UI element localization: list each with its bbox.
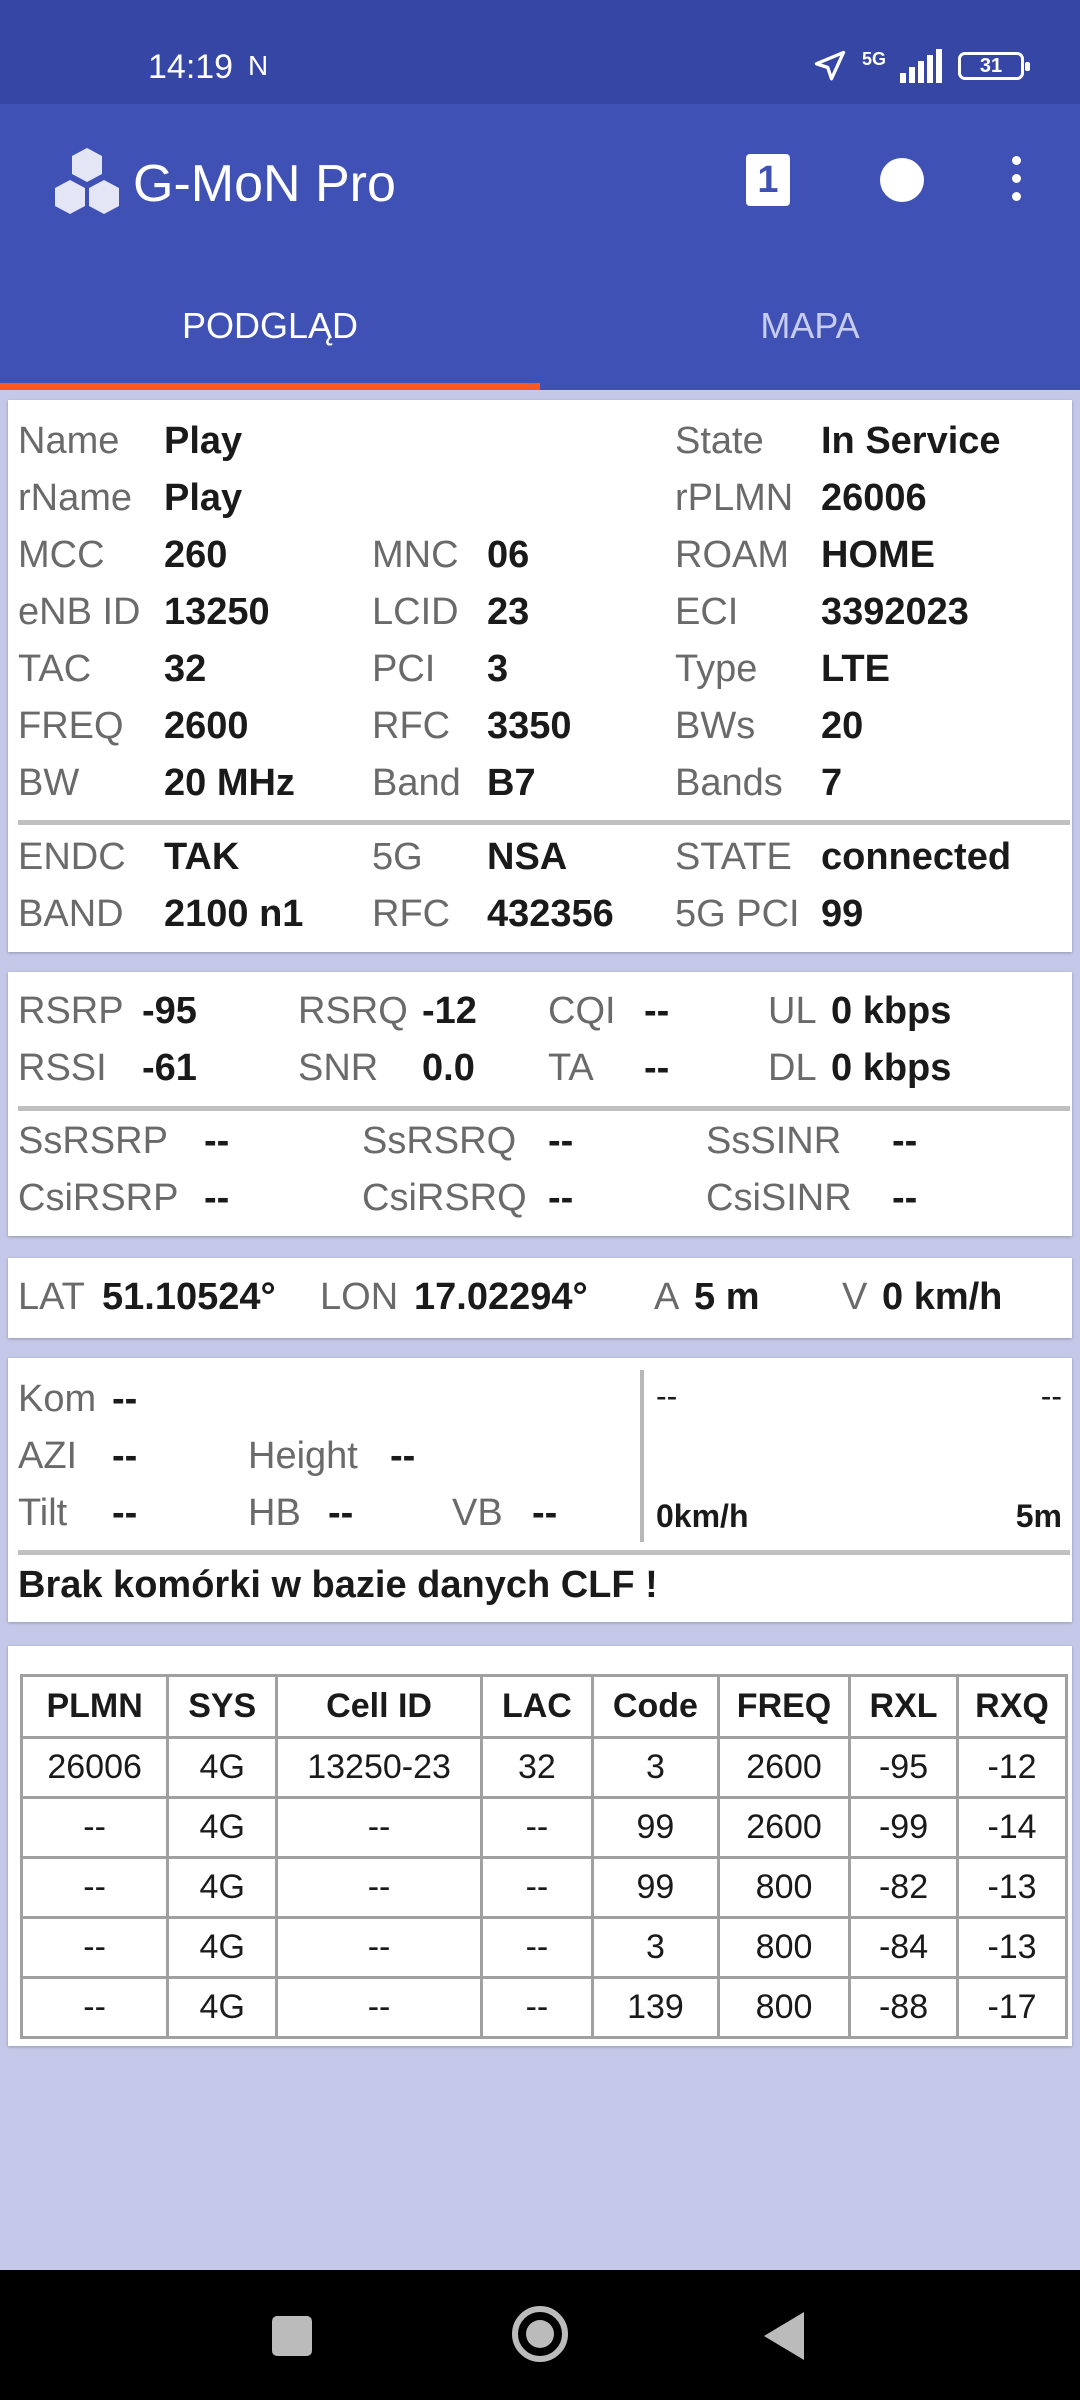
hb-label: HB [248, 1492, 301, 1534]
kom-value: -- [112, 1378, 138, 1420]
cell-plmn: 26006 [22, 1738, 168, 1798]
cell-sys: 4G [168, 1918, 277, 1978]
cell-cell-id: -- [277, 1858, 482, 1918]
cell-plmn: -- [22, 1918, 168, 1978]
mnc-label: MNC [372, 534, 459, 576]
network-type-label: 5G [861, 48, 886, 69]
freq-label: FREQ [18, 705, 124, 747]
neighbor-cells-table [20, 1674, 1068, 2039]
rname-value: Play [164, 477, 243, 519]
nr-pci-label: 5G PCI [675, 893, 800, 935]
recents-icon[interactable] [272, 2316, 312, 2356]
status-bar [0, 0, 1080, 104]
cell-cell-id: -- [277, 1978, 482, 2038]
bws-label: BWs [675, 705, 756, 747]
cell-rxl: -95 [850, 1738, 958, 1798]
sim-select-icon[interactable]: 1 [746, 154, 790, 206]
rplmn-label: rPLMN [675, 477, 794, 519]
cell-freq: 2600 [718, 1798, 849, 1858]
csisinr-label: CsiSINR [706, 1177, 852, 1219]
roam-label: ROAM [675, 534, 789, 576]
vb-value: -- [532, 1492, 558, 1534]
cell-rxq: -13 [958, 1858, 1067, 1918]
ta-label: TA [548, 1047, 594, 1089]
site-info-card [8, 1358, 1072, 1622]
eci-value: 3392023 [821, 591, 969, 633]
ta-value: -- [644, 1047, 670, 1089]
divider [18, 1106, 1070, 1111]
cell-code: 3 [592, 1918, 718, 1978]
enb-value: 13250 [164, 591, 270, 633]
cell-lac: -- [481, 1798, 592, 1858]
csirsrp-value: -- [204, 1177, 230, 1219]
cell-lac: -- [481, 1978, 592, 2038]
mcc-label: MCC [18, 534, 105, 576]
tab-map[interactable]: MAPA [760, 305, 860, 346]
rplmn-value: 26006 [821, 477, 927, 519]
vb-label: VB [452, 1492, 503, 1534]
status-time: 14:19 [148, 48, 234, 86]
cell-freq: 800 [718, 1918, 849, 1978]
bws-value: 20 [821, 705, 864, 747]
col-plmn: PLMN [22, 1676, 168, 1738]
nr-rfc-value: 432356 [487, 893, 614, 935]
endc-label: ENDC [18, 836, 126, 878]
cell-rxq: -13 [958, 1918, 1067, 1978]
enb-label: eNB ID [18, 591, 141, 633]
neighbor-cells-card [8, 1646, 1072, 2046]
record-dot-icon[interactable] [880, 158, 924, 202]
location-arrow-icon [812, 48, 848, 84]
back-icon[interactable] [764, 2312, 804, 2360]
lcid-label: LCID [372, 591, 459, 633]
col-cell-id: Cell ID [277, 1676, 482, 1738]
csirsrq-value: -- [548, 1177, 574, 1219]
type-value: LTE [821, 648, 890, 690]
bw-value: 20 MHz [164, 762, 295, 804]
mcc-value: 260 [164, 534, 228, 576]
lcid-value: 23 [487, 591, 530, 633]
cell-sys: 4G [168, 1978, 277, 2038]
cell-plmn: -- [22, 1978, 168, 2038]
tilt-label: Tilt [18, 1492, 68, 1534]
more-options-icon[interactable] [1012, 156, 1022, 202]
cell-freq: 800 [718, 1978, 849, 2038]
nr-mode-value: NSA [487, 836, 568, 878]
snr-value: 0.0 [422, 1047, 475, 1089]
table-row [22, 1798, 1067, 1858]
rsrp-label: RSRP [18, 990, 124, 1032]
cell-rxq: -12 [958, 1738, 1067, 1798]
cell-rxl: -84 [850, 1918, 958, 1978]
tab-indicator [0, 383, 540, 390]
location-card [8, 1258, 1072, 1338]
freq-value: 2600 [164, 705, 249, 747]
eci-label: ECI [675, 591, 739, 633]
table-row [22, 1858, 1067, 1918]
height-label: Height [248, 1435, 358, 1477]
rsrq-label: RSRQ [298, 990, 408, 1032]
rfc-label: RFC [372, 705, 451, 747]
rsrp-value: -95 [142, 990, 197, 1032]
lon-label: LON [320, 1276, 399, 1318]
bands-value: 7 [821, 762, 843, 804]
azi-value: -- [112, 1435, 138, 1477]
cell-cell-id: -- [277, 1918, 482, 1978]
nr-pci-value: 99 [821, 893, 864, 935]
cell-rxl: -99 [850, 1798, 958, 1858]
nfc-icon: N [248, 50, 269, 81]
band-label: Band [372, 762, 461, 804]
cell-freq: 800 [718, 1858, 849, 1918]
cell-code: 139 [592, 1978, 718, 2038]
hb-value: -- [328, 1492, 354, 1534]
cell-lac: -- [481, 1918, 592, 1978]
status-icons [812, 48, 1024, 84]
ul-value: 0 kbps [831, 990, 952, 1032]
sector-left-value: -- [656, 1378, 678, 1414]
csirsrq-label: CsiRSRQ [362, 1177, 527, 1219]
divider [18, 1550, 1070, 1555]
cell-rxl: -88 [850, 1978, 958, 2038]
cell-sys: 4G [168, 1798, 277, 1858]
col-rxq: RXQ [958, 1676, 1067, 1738]
speed-label: V [842, 1276, 868, 1318]
app-bar [0, 104, 1080, 390]
cqi-label: CQI [548, 990, 616, 1032]
cell-cell-id: -- [277, 1798, 482, 1858]
pci-label: PCI [372, 648, 436, 690]
nr-band-label: BAND [18, 893, 124, 935]
cell-info-card [8, 400, 1072, 952]
rname-label: rName [18, 477, 133, 519]
table-header-row [22, 1676, 1067, 1738]
mnc-value: 06 [487, 534, 530, 576]
tab-overview[interactable]: PODGLĄD [181, 305, 359, 346]
state-value: In Service [821, 420, 1001, 462]
cell-sys: 4G [168, 1738, 277, 1798]
azi-label: AZI [18, 1435, 78, 1477]
pci-value: 3 [487, 648, 509, 690]
sssinr-label: SsSINR [706, 1120, 842, 1162]
cell-rxl: -82 [850, 1858, 958, 1918]
system-nav-bar [0, 2270, 1080, 2400]
snr-label: SNR [298, 1047, 379, 1089]
name-label: Name [18, 420, 120, 462]
sector-right-value: -- [1040, 1378, 1062, 1414]
rfc-value: 3350 [487, 705, 572, 747]
vertical-divider [640, 1370, 644, 1542]
rssi-label: RSSI [18, 1047, 107, 1089]
cell-freq: 2600 [718, 1738, 849, 1798]
sector-distance-value: 5m [1015, 1498, 1062, 1534]
signal-strength-icon [900, 49, 944, 83]
cell-rxq: -17 [958, 1978, 1067, 2038]
lat-value: 51.10524° [102, 1276, 276, 1318]
table-row [22, 1978, 1067, 2038]
cell-rxq: -14 [958, 1798, 1067, 1858]
divider [18, 820, 1070, 825]
band-value: B7 [487, 762, 536, 804]
roam-value: HOME [821, 534, 935, 576]
nr-rfc-label: RFC [372, 893, 451, 935]
table-row [22, 1738, 1067, 1798]
cell-lac: 32 [481, 1738, 592, 1798]
state-label: State [675, 420, 764, 462]
type-label: Type [675, 648, 758, 690]
dl-value: 0 kbps [831, 1047, 952, 1089]
lat-label: LAT [18, 1276, 85, 1318]
sssinr-value: -- [892, 1120, 918, 1162]
cell-cell-id: 13250-23 [277, 1738, 482, 1798]
cell-sys: 4G [168, 1858, 277, 1918]
home-icon[interactable] [512, 2306, 568, 2362]
ssrsrq-value: -- [548, 1120, 574, 1162]
cell-code: 3 [592, 1738, 718, 1798]
bands-label: Bands [675, 762, 783, 804]
cell-plmn: -- [22, 1858, 168, 1918]
app-title: G-MoN Pro [133, 155, 396, 213]
ssrsrp-value: -- [204, 1120, 230, 1162]
cell-lac: -- [481, 1858, 592, 1918]
tilt-value: -- [112, 1492, 138, 1534]
dl-label: DL [768, 1047, 817, 1089]
nr-mode-label: 5G [372, 836, 423, 878]
signal-card [8, 972, 1072, 1236]
table-row [22, 1918, 1067, 1978]
nr-band-value: 2100 n1 [164, 893, 304, 935]
col-lac: LAC [481, 1676, 592, 1738]
col-code: Code [592, 1676, 718, 1738]
lon-value: 17.02294° [414, 1276, 588, 1318]
kom-label: Kom [18, 1378, 97, 1420]
col-freq: FREQ [718, 1676, 849, 1738]
ul-label: UL [768, 990, 817, 1032]
clf-message: Brak komórki w bazie danych CLF ! [18, 1564, 658, 1606]
nr-state-label: STATE [675, 836, 792, 878]
sector-speed-value: 0km/h [656, 1498, 749, 1534]
ssrsrp-label: SsRSRP [18, 1120, 168, 1162]
tac-value: 32 [164, 648, 207, 690]
cqi-value: -- [644, 990, 670, 1032]
col-sys: SYS [168, 1676, 277, 1738]
battery-icon: 31 [958, 52, 1024, 80]
csirsrp-label: CsiRSRP [18, 1177, 179, 1219]
height-value: -- [390, 1435, 416, 1477]
name-value: Play [164, 420, 243, 462]
cell-code: 99 [592, 1798, 718, 1858]
app-logo-icon [52, 146, 122, 218]
cell-code: 99 [592, 1858, 718, 1918]
rsrq-value: -12 [422, 990, 477, 1032]
csisinr-value: -- [892, 1177, 918, 1219]
col-rxl: RXL [850, 1676, 958, 1738]
accuracy-label: A [654, 1276, 680, 1318]
bw-label: BW [18, 762, 80, 804]
tac-label: TAC [18, 648, 92, 690]
speed-value: 0 km/h [882, 1276, 1003, 1318]
rssi-value: -61 [142, 1047, 197, 1089]
ssrsrq-label: SsRSRQ [362, 1120, 517, 1162]
accuracy-value: 5 m [694, 1276, 760, 1318]
cell-plmn: -- [22, 1798, 168, 1858]
endc-value: TAK [164, 836, 240, 878]
nr-state-value: connected [821, 836, 1012, 878]
